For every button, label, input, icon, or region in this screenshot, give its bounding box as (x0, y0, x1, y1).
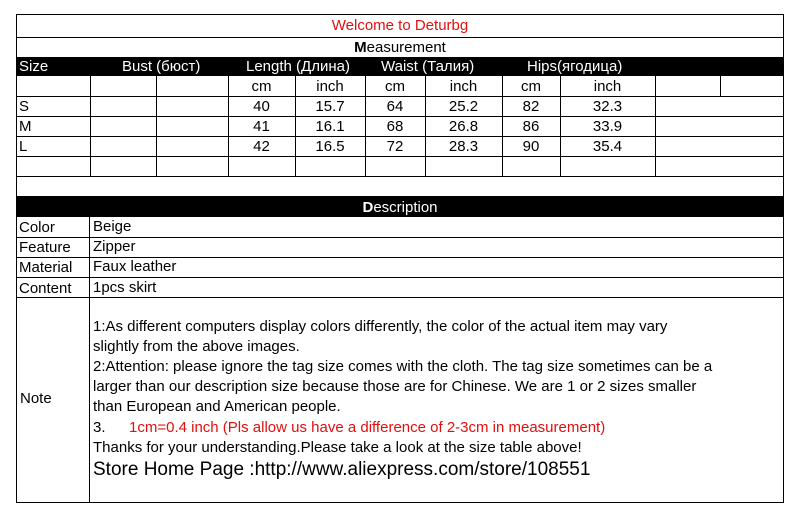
desc-label-color: Color (19, 219, 55, 236)
row-l-length-cm: 42 (253, 138, 270, 155)
note-label: Note (20, 390, 52, 407)
row-s-hips-cm: 82 (522, 98, 540, 115)
description-title: Description (362, 199, 438, 216)
row-s-length-cm: 40 (253, 98, 270, 115)
row-s-length-inch: 15.7 (315, 98, 345, 115)
desc-label-material: Material (19, 259, 73, 276)
store-home-page-link[interactable]: Store Home Page :http://www.aliexpress.com/store/108551 (93, 459, 591, 480)
desc-value-material: Faux leather (93, 258, 177, 275)
note-line-6-conversion: 1cm=0.4 inch (Pls allow us have a difference of 2-3cm in measurement) (129, 419, 606, 436)
row-l-waist-inch: 28.3 (448, 138, 479, 155)
desc-value-color: Beige (93, 218, 132, 235)
note-line-2: slightly from the above images. (93, 338, 300, 355)
frame-bottom (16, 502, 784, 503)
row-m-waist-inch: 26.8 (448, 118, 479, 135)
note-line-3: 2:Attention: please ignore the tag size comes with the cloth. The tag size sometimes can be a (93, 358, 713, 375)
row-l-length-inch: 16.5 (315, 138, 345, 155)
note-line-4: larger than our description size because those are for Chinese. We are 1 or 2 sizes smaller (93, 378, 697, 395)
row-s-waist-cm: 64 (386, 98, 404, 115)
row-s-size: S (19, 98, 30, 115)
col-bust-header: Bust (бюст) (122, 58, 201, 75)
frame-top (16, 14, 784, 15)
desc-value-feature: Zipper (93, 238, 136, 255)
unit-waist-cm: cm (385, 78, 405, 95)
unit-length-cm: cm (251, 78, 272, 95)
row-s-waist-inch: 25.2 (448, 98, 479, 115)
row-m-hips-inch: 33.9 (592, 118, 623, 135)
col-waist-header: Waist (Талия) (381, 58, 475, 75)
unit-hips-inch: inch (593, 78, 622, 95)
col-length-header: Length (Длина) (246, 58, 350, 75)
unit-hips-cm: cm (521, 78, 541, 95)
row-l-waist-cm: 72 (386, 138, 404, 155)
unit-length-inch: inch (316, 78, 344, 95)
desc-value-content: 1pcs skirt (93, 279, 157, 296)
measurement-title: Measurement (354, 39, 446, 56)
note-line-5: than European and American people. (93, 398, 341, 415)
col-size-header: Size (19, 58, 49, 75)
row-l-hips-cm: 90 (522, 138, 540, 155)
frame-left (16, 14, 17, 503)
row-m-hips-cm: 86 (522, 118, 540, 135)
row-m-size: M (19, 118, 32, 135)
note-thanks: Thanks for your understanding.Please take a look at the size table above! (93, 439, 582, 456)
frame-right (783, 14, 784, 503)
page-title: Welcome to Deturbg (331, 17, 469, 34)
note-line-6-prefix: 3. (93, 419, 106, 436)
row-m-waist-cm: 68 (386, 118, 404, 135)
col-hips-header: Hips(ягодица) (527, 58, 623, 75)
desc-label-content: Content (19, 280, 72, 297)
row-s-hips-inch: 32.3 (592, 98, 623, 115)
desc-label-feature: Feature (19, 239, 71, 256)
row-m-length-cm: 41 (253, 118, 270, 135)
row-l-size: L (19, 138, 28, 155)
row-l-hips-inch: 35.4 (592, 138, 623, 155)
unit-waist-inch: inch (449, 78, 478, 95)
row-m-length-inch: 16.1 (315, 118, 345, 135)
note-line-1: 1:As different computers display colors differently, the color of the actual item may vary (93, 318, 668, 335)
